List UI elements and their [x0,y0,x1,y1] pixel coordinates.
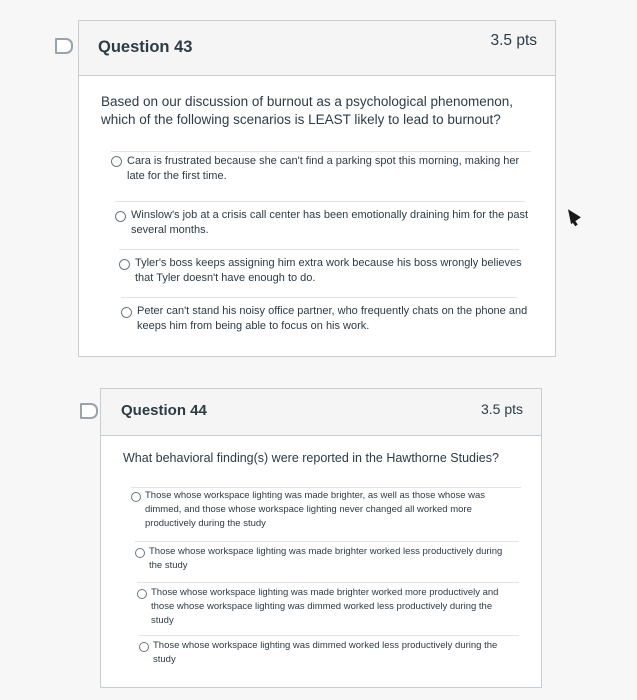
question-43-points: 3.5 pts [490,32,537,49]
answer-option[interactable] [131,487,521,539]
question-44-card [100,388,542,688]
radio-icon[interactable] [121,307,132,318]
radio-icon[interactable] [131,492,141,502]
answer-option[interactable] [137,582,519,634]
question-44-header [101,389,541,436]
answer-option[interactable] [115,201,529,247]
question-44-text: What behavioral finding(s) were reported in the Hawthorne Studies? [123,451,499,465]
radio-icon[interactable] [111,156,122,167]
answer-label: Cara is frustrated because she can't find a parking spot this morning, making her late for the first time. [127,155,520,182]
question-43-header [79,21,555,76]
question-43-title: Question 43 [98,38,193,56]
answer-label: Those whose workspace lighting was made brighter worked more productively and those whose workspace lighting was dimmed worked less productively during the study [151,587,499,626]
answer-label: Those whose workspace lighting was made brighter worked less productively during the study [149,546,503,571]
radio-icon[interactable] [115,211,126,222]
question-44-title: Question 44 [121,402,207,419]
radio-icon[interactable] [137,589,147,599]
flag-question-43-icon[interactable] [55,38,73,54]
question-44-points: 3.5 pts [480,401,523,417]
radio-icon[interactable] [139,642,149,652]
answer-label: Winslow's job at a crisis call center has been emotionally draining him for the past several months. [131,209,529,236]
answer-option[interactable] [121,297,528,343]
flag-question-44-icon[interactable] [80,403,98,419]
radio-icon[interactable] [119,259,130,270]
answer-label: Peter can't stand his noisy office partner, who frequently chats on the phone and keeps him from being able to focus on his work. [137,305,528,332]
answer-option[interactable] [111,151,531,197]
answer-option[interactable] [119,249,522,295]
question-43-text: Based on our discussion of burnout as a psychological phenomenon, which of the following scenarios is LEAST likely to lead to burnout? [101,94,514,127]
answer-option[interactable] [139,635,519,675]
answer-label: Those whose workspace lighting was dimmed worked less productively during the study [153,640,498,665]
answer-label: Those whose workspace lighting was made brighter, as well as those whose was dimmed, and those whose workspace lighting never changed all worked more productively during the study [145,490,486,529]
answer-label: Tyler's boss keeps assigning him extra work because his boss wrongly believes that Tyler doesn't have enough to do. [135,257,522,284]
answer-option[interactable] [135,541,519,581]
radio-icon[interactable] [135,548,145,558]
question-43-card [78,20,556,357]
